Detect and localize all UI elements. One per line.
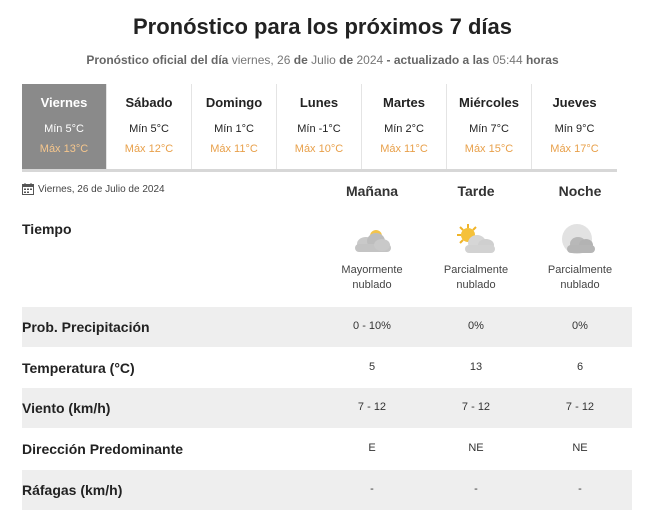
- day-max-temp: Máx 12°C: [124, 143, 174, 155]
- desc-line: nublado: [456, 279, 496, 291]
- subtitle-updated: - actualizado a las: [386, 53, 490, 67]
- day-tabs: [22, 84, 617, 172]
- day-tab-jueves[interactable]: [532, 84, 617, 169]
- weather-desc-manana: [317, 263, 427, 293]
- day-tab-sabado[interactable]: [107, 84, 192, 169]
- cell-manana: 7 - 12: [357, 401, 387, 413]
- cell-tarde: -: [474, 483, 478, 495]
- row-precipitacion: [22, 307, 632, 347]
- cell-tarde: 7 - 12: [461, 401, 491, 413]
- period-tarde: Tarde: [457, 183, 495, 199]
- subtitle-hours: horas: [525, 53, 559, 67]
- subtitle-label: Pronóstico oficial del día: [86, 53, 229, 67]
- period-noche: Noche: [558, 183, 602, 199]
- cell-tarde: 0%: [468, 320, 484, 332]
- subtitle-month: Julio: [311, 53, 336, 67]
- day-min-temp: Mín 5°C: [44, 123, 84, 135]
- selected-date-text: Viernes, 26 de Julio de 2024: [38, 183, 165, 195]
- row-label: Ráfagas (km/h): [22, 482, 123, 498]
- cloud-mostly-icon: [349, 224, 395, 260]
- day-max-temp: Máx 11°C: [210, 143, 258, 155]
- desc-line: Mayormente: [341, 264, 403, 276]
- day-name: Domingo: [205, 95, 263, 110]
- cell-noche: 7 - 12: [565, 401, 595, 413]
- selected-date: [22, 183, 165, 195]
- day-min-temp: Mín 5°C: [129, 123, 169, 135]
- subtitle-time: 05:44: [492, 53, 523, 67]
- row-direccion: [22, 429, 632, 469]
- day-name: Miércoles: [459, 95, 519, 110]
- desc-line: Parcialmente: [547, 264, 613, 276]
- day-tab-miercoles[interactable]: [447, 84, 532, 169]
- cell-noche: 0%: [572, 320, 588, 332]
- weather-desc-tarde: [421, 263, 531, 293]
- sun-cloud-icon: [453, 222, 499, 258]
- cell-manana: -: [370, 483, 374, 495]
- cell-tarde: 13: [469, 361, 483, 373]
- desc-line: nublado: [352, 279, 392, 291]
- day-min-temp: Mín 1°C: [214, 123, 254, 135]
- day-tab-domingo[interactable]: [192, 84, 277, 169]
- day-max-temp: Máx 13°C: [39, 143, 89, 155]
- cell-noche: NE: [572, 442, 588, 454]
- day-tab-lunes[interactable]: [277, 84, 362, 169]
- day-max-temp: Máx 11°C: [380, 143, 428, 155]
- tiempo-label: Tiempo: [22, 221, 72, 237]
- day-name: Sábado: [125, 95, 173, 110]
- desc-line: nublado: [560, 279, 600, 291]
- row-viento: [22, 388, 632, 428]
- subtitle-de1: de: [293, 53, 308, 67]
- day-max-temp: Máx 15°C: [464, 143, 514, 155]
- day-min-temp: Mín -1°C: [297, 123, 341, 135]
- weather-desc-noche: [525, 263, 635, 293]
- day-name: Lunes: [299, 95, 339, 110]
- day-min-temp: Mín 2°C: [384, 123, 424, 135]
- cell-manana: 5: [368, 361, 376, 373]
- row-label: Viento (km/h): [22, 400, 111, 416]
- row-label: Prob. Precipitación: [22, 319, 150, 335]
- day-max-temp: Máx 17°C: [550, 143, 599, 155]
- day-name: Viernes: [40, 95, 88, 110]
- day-tab-martes[interactable]: [362, 84, 447, 169]
- subtitle-weekday: viernes, 26: [231, 53, 291, 67]
- calendar-icon: [22, 183, 34, 195]
- subtitle-de2: de: [339, 53, 354, 67]
- day-name: Jueves: [552, 95, 597, 110]
- cell-noche: -: [578, 483, 582, 495]
- period-manana: Mañana: [345, 183, 399, 199]
- forecast-subtitle: [0, 53, 645, 67]
- day-min-temp: Mín 9°C: [554, 123, 595, 135]
- cell-noche: 6: [576, 361, 584, 373]
- moon-cloud-icon: [557, 222, 603, 258]
- day-min-temp: Mín 7°C: [469, 123, 509, 135]
- row-rafagas: [22, 470, 632, 510]
- day-max-temp: Máx 10°C: [294, 143, 344, 155]
- cell-manana: E: [368, 442, 376, 454]
- cell-tarde: NE: [468, 442, 484, 454]
- page-title: Pronóstico para los próximos 7 días: [133, 14, 512, 39]
- cell-manana: 0 - 10%: [353, 320, 391, 332]
- day-tab-viernes[interactable]: [22, 84, 107, 169]
- row-label: Dirección Predominante: [22, 441, 184, 457]
- subtitle-year: 2024: [356, 53, 384, 67]
- desc-line: Parcialmente: [443, 264, 509, 276]
- row-temperatura: [22, 348, 632, 388]
- row-label: Temperatura (°C): [22, 360, 135, 376]
- day-name: Martes: [383, 95, 425, 110]
